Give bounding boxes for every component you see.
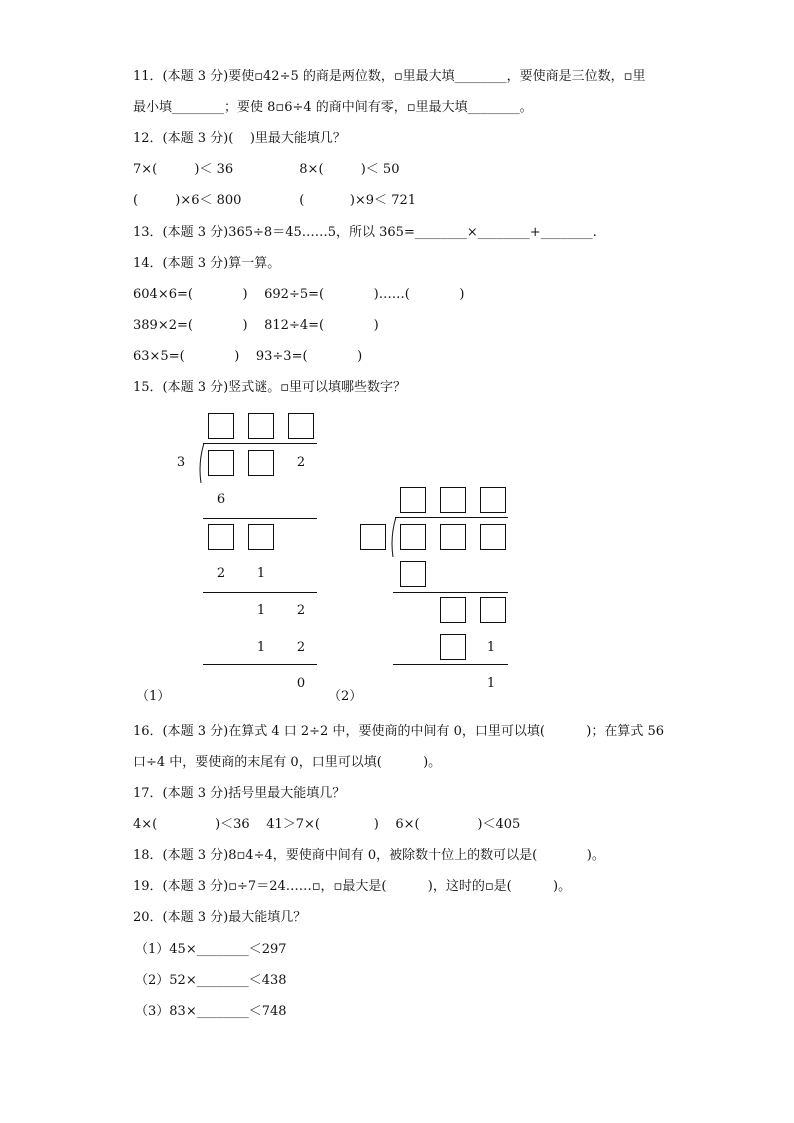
dividend-box[interactable]: [440, 524, 466, 550]
step-box[interactable]: [400, 561, 426, 587]
q17-row: 4×( )＜36 41＞7×( ) 6×( )＜405: [133, 817, 521, 832]
q11-line-2: 最小填________；要使 8▫6÷4 的商中间有零，▫里最大填________。: [133, 100, 533, 115]
dividend-box[interactable]: [480, 524, 506, 550]
step-line: [393, 592, 508, 593]
puzzle-label: （1）: [136, 689, 171, 704]
q20-row-3: （3）83×________＜748: [135, 1004, 287, 1019]
quotient-box[interactable]: [288, 413, 314, 439]
q20-row-2: （2）52×________＜438: [135, 973, 287, 988]
dividend-box[interactable]: [400, 524, 426, 550]
quotient-box[interactable]: [400, 487, 426, 513]
q12-row-1: 7×( )＜ 36 8×( )＜ 50: [133, 162, 400, 177]
q16-line-2: 口÷4 中，要使商的末尾有 0，口里可以填( )。: [133, 755, 442, 770]
step-box[interactable]: [480, 597, 506, 623]
q15-title: 15．(本题 3 分)竖式谜。▫里可以填哪些数字？: [133, 380, 407, 395]
q16-line-1: 16．(本题 3 分)在算式 4 口 2÷2 中，要使商的中间有 0，口里可以填( )；在算式 56: [133, 724, 665, 739]
q18-line: 18．(本题 3 分)8▫4÷4，要使商中间有 0，被除数十位上的数可以是( )。: [133, 848, 605, 863]
step-line: [203, 518, 317, 519]
q13-line: 13．(本题 3 分)365÷8＝45……5，所以 365=________×________+________.: [133, 225, 597, 240]
step-line: [203, 664, 317, 665]
step-digit: 2: [296, 603, 306, 618]
quotient-box[interactable]: [208, 413, 234, 439]
q19-line: 19．(本题 3 分)▫÷7＝24……▫，▫最大是( )，这时的▫是( )。: [133, 879, 572, 894]
q14-row-1: 604×6=( ) 692÷5=( )……( ): [133, 287, 465, 302]
step-digit: 1: [486, 640, 496, 655]
step-digit: 1: [256, 640, 266, 655]
dividend-box[interactable]: [208, 450, 234, 476]
q12-title: 12．(本题 3 分)( )里最大能填几？: [133, 131, 346, 146]
q20-title: 20．(本题 3 分)最大能填几？: [133, 910, 307, 925]
step-box[interactable]: [440, 597, 466, 623]
divisor-box[interactable]: [360, 524, 386, 550]
dividend-digit: 2: [296, 455, 306, 470]
divisor: 3: [176, 455, 186, 470]
division-bracket: [197, 443, 207, 483]
step-line: [393, 664, 508, 665]
step-digit: 2: [296, 640, 306, 655]
q11-line-1: 11．(本题 3 分)要使▫42÷5 的商是两位数，▫里最大填________，要使商是三位数，▫里: [133, 69, 646, 84]
q14-row-3: 63×5=( ) 93÷3=( ): [133, 349, 363, 364]
q12-row-2: ( )×6＜ 800 ( )×9＜ 721: [133, 193, 417, 208]
step-digit: 1: [256, 603, 266, 618]
remainder: 1: [486, 676, 496, 691]
step-box[interactable]: [208, 524, 234, 550]
q20-row-1: （1）45×________＜297: [135, 942, 287, 957]
dividend-box[interactable]: [248, 450, 274, 476]
step-box[interactable]: [440, 634, 466, 660]
q14-row-2: 389×2=( ) 812÷4=( ): [133, 318, 379, 333]
step-digit: 1: [256, 566, 266, 581]
step-box[interactable]: [248, 524, 274, 550]
q14-title: 14．(本题 3 分)算一算。: [133, 256, 281, 271]
quotient-box[interactable]: [480, 487, 506, 513]
remainder: 0: [296, 676, 306, 691]
step-digit: 6: [216, 492, 226, 507]
q17-title: 17．(本题 3 分)括号里最大能填几？: [133, 786, 346, 801]
division-bar: [203, 443, 317, 444]
step-digit: 2: [216, 566, 226, 581]
division-bracket: [389, 517, 399, 557]
quotient-box[interactable]: [440, 487, 466, 513]
quotient-box[interactable]: [248, 413, 274, 439]
division-bar: [395, 517, 508, 518]
step-line: [203, 592, 317, 593]
puzzle-label: （2）: [328, 689, 363, 704]
